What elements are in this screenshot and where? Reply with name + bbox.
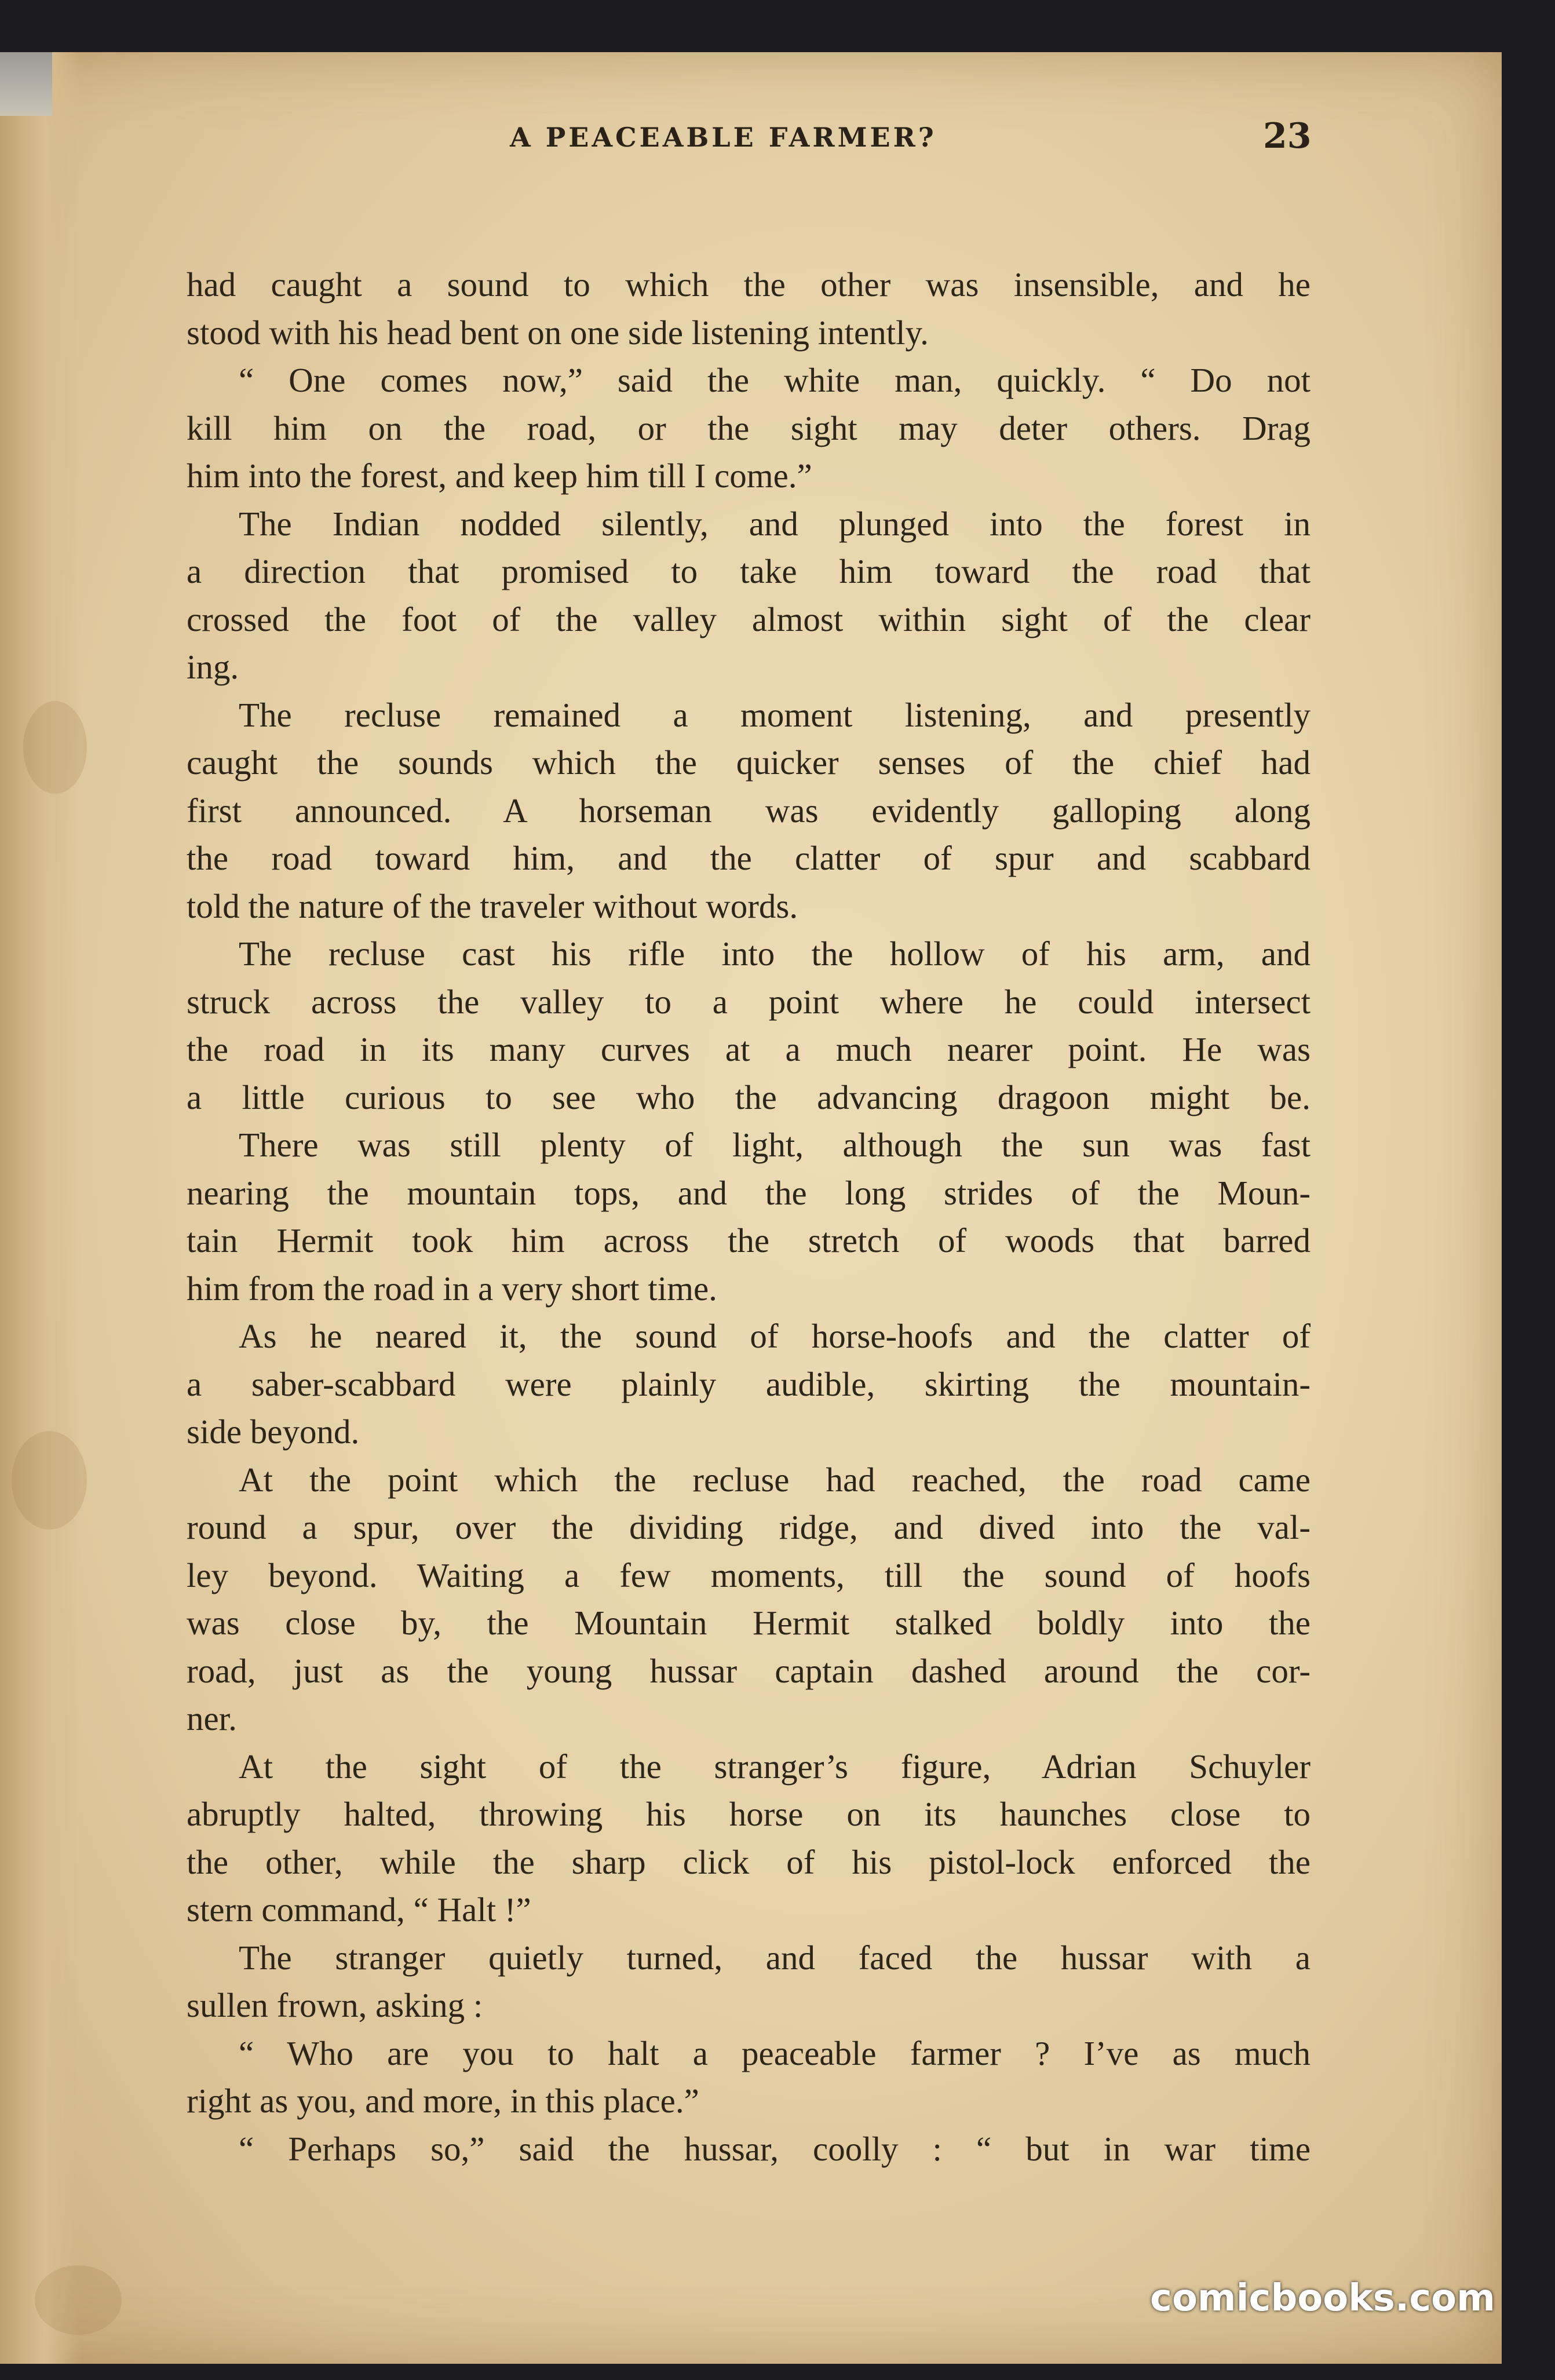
text-line: caught the sounds which the quicker senses of the chief had (187, 743, 1311, 782)
text-line: ner. (187, 1699, 237, 1737)
text-line: him from the road in a very short time. (187, 1269, 717, 1308)
text-line: a direction that promised to take him toward the road that (187, 552, 1311, 590)
text-line: had caught a sound to which the other was insensible, and he (187, 265, 1311, 304)
text-line: The Indian nodded silently, and plunged into the forest in (239, 504, 1311, 543)
paper-stain (23, 701, 87, 794)
text-line: right as you, and more, in this place.” (187, 2082, 699, 2120)
text-line: a little curious to see who the advancing dragoon might be. (187, 1078, 1311, 1116)
paper-stain (35, 2265, 122, 2335)
text-line: a saber-scabbard were plainly audible, skirting the mountain- (187, 1364, 1311, 1403)
text-line: round a spur, over the dividing ridge, and dived into the val- (187, 1508, 1311, 1546)
running-title: A PEACEABLE FARMER? (510, 122, 937, 153)
text-line: road, just as the young hussar captain dashed around the cor- (187, 1651, 1311, 1690)
text-line: ley beyond. Waiting a few moments, till the sound of hoofs (187, 1556, 1311, 1594)
text-line: the road in its many curves at a much nearer point. He was (187, 1030, 1311, 1068)
text-line: As he neared it, the sound of horse-hoofs and the clatter of (239, 1317, 1311, 1355)
body-text (187, 261, 1311, 2173)
paper-stain (12, 1431, 87, 1530)
text-line: The recluse cast his rifle into the hollow of his arm, and (239, 935, 1311, 973)
site-watermark: comicbooks.com (1150, 2277, 1495, 2320)
text-line: kill him on the road, or the sight may deter others. Drag (187, 408, 1311, 447)
text-line: the road toward him, and the clatter of spur and scabbard (187, 839, 1311, 877)
text-line: The recluse remained a moment listening, and presently (239, 695, 1311, 734)
text-line: stern command, “ Halt !” (187, 1890, 531, 1929)
binding-edge (0, 52, 52, 116)
text-line: sullen frown, asking : (187, 1986, 483, 2024)
text-line: At the sight of the stranger’s figure, Adrian Schuyler (239, 1747, 1311, 1786)
text-line: nearing the mountain tops, and the long strides of the Moun- (187, 1173, 1311, 1212)
text-line: tain Hermit took him across the stretch of woods that barred (187, 1221, 1311, 1260)
text-line: abruptly halted, throwing his horse on its haunches close to (187, 1795, 1311, 1833)
text-line: At the point which the recluse had reached, the road came (239, 1460, 1311, 1499)
text-line: ing. (187, 648, 239, 686)
text-line: The stranger quietly turned, and faced the hussar with a (239, 1938, 1311, 1977)
text-line: struck across the valley to a point where he could intersect (187, 982, 1311, 1021)
text-line: the other, while the sharp click of his pistol-lock enforced the (187, 1842, 1311, 1881)
text-line: him into the forest, and keep him till I come.” (187, 457, 812, 495)
text-line: “ Perhaps so,” said the hussar, coolly : “ but in war time (239, 2129, 1311, 2168)
text-line: first announced. A horseman was evidently galloping along (187, 791, 1311, 830)
text-line: There was still plenty of light, although the sun was fast (239, 1126, 1311, 1164)
text-line: told the nature of the traveler without words. (187, 886, 798, 925)
text-line: was close by, the Mountain Hermit stalked boldly into the (187, 1604, 1311, 1642)
text-line: crossed the foot of the valley almost within sight of the clear (187, 600, 1311, 638)
text-line: “ One comes now,” said the white man, quickly. “ Do not (239, 361, 1311, 399)
text-line: “ Who are you to halt a peaceable farmer ? I’ve as much (239, 2034, 1311, 2072)
text-line: stood with his head bent on one side listening intently. (187, 313, 929, 352)
text-line: side beyond. (187, 1412, 360, 1451)
page-number: 23 (1263, 116, 1312, 156)
